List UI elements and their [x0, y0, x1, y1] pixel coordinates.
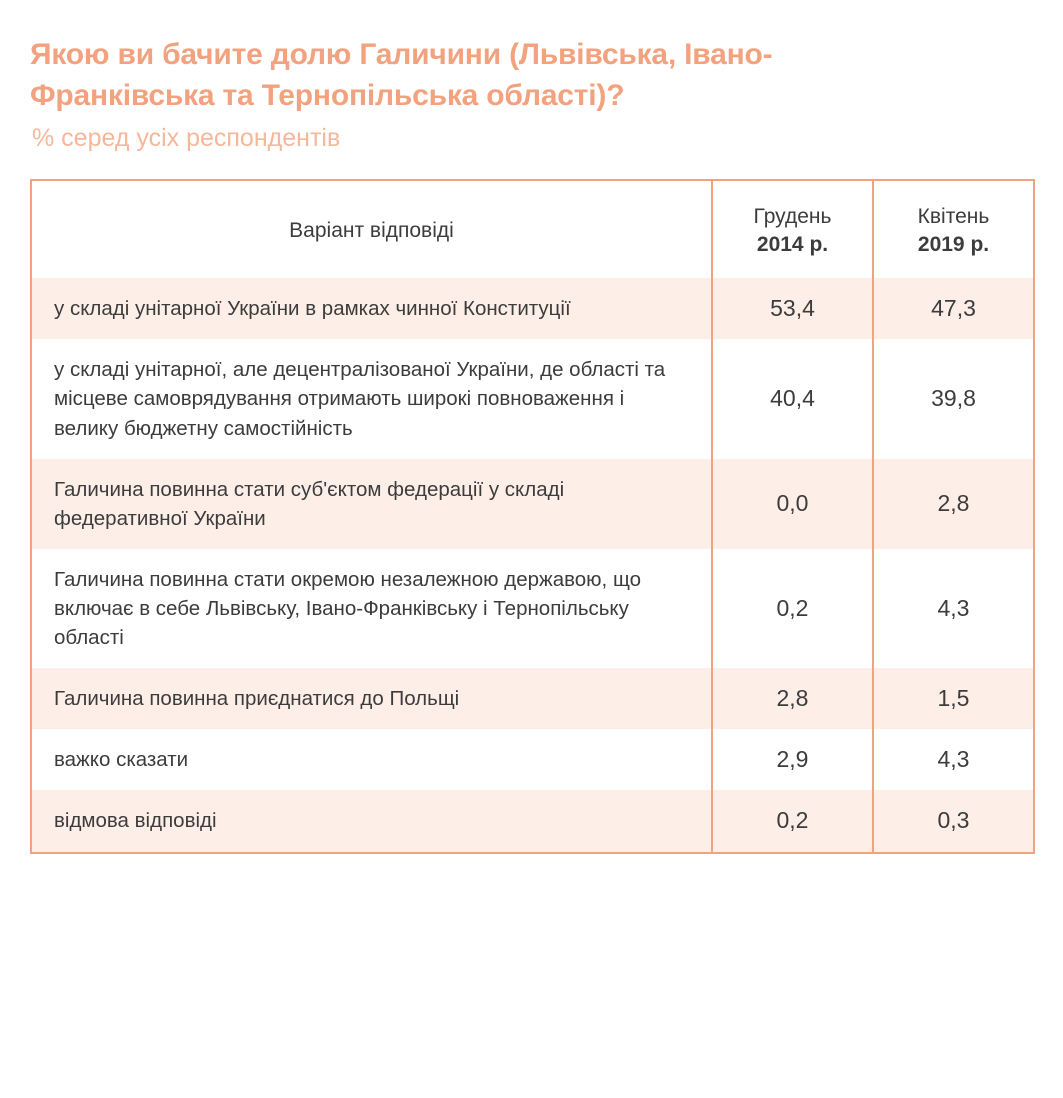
column-header-2014-year: 2014 р.: [756, 232, 829, 256]
value-2014: 0,0: [712, 459, 873, 549]
column-header-answer: Варіант відповіді: [31, 180, 712, 278]
results-table: [30, 179, 1035, 854]
value-2014: 0,2: [712, 790, 873, 852]
value-2014: 2,9: [712, 729, 873, 790]
value-2014: 53,4: [712, 278, 873, 339]
value-2014: 40,4: [712, 339, 873, 458]
table-row: [31, 459, 1034, 549]
table-header-row: [31, 180, 1034, 278]
answer-label: відмова відповіді: [31, 790, 712, 852]
page-title: Якою ви бачите долю Галичини (Львівська, Івано-Франківська та Тернопільська області)?: [30, 38, 773, 113]
table-row: [31, 339, 1034, 458]
answer-label: важко сказати: [31, 729, 712, 790]
value-2014: 2,8: [712, 668, 873, 729]
value-2019: 39,8: [873, 339, 1034, 458]
value-2019: 2,8: [873, 459, 1034, 549]
column-header-2019: [873, 180, 1034, 278]
table-row: [31, 549, 1034, 668]
page-subtitle: % серед усіх респондентів: [32, 123, 341, 152]
column-header-2014: [712, 180, 873, 278]
table-header: [31, 180, 1034, 278]
table-row: [31, 278, 1034, 339]
answer-label: Галичина повинна стати суб'єктом федерації у складі федеративної України: [31, 459, 712, 549]
column-header-2014-month: Грудень: [753, 204, 832, 228]
table-row: [31, 729, 1034, 790]
column-header-2019-year: 2019 р.: [917, 232, 990, 256]
answer-label: Галичина повинна стати окремою незалежною державою, що включає в себе Львівську, Івано-Франківську і Тернопільську області: [31, 549, 712, 668]
value-2019: 47,3: [873, 278, 1034, 339]
value-2019: 0,3: [873, 790, 1034, 852]
value-2019: 4,3: [873, 729, 1034, 790]
column-header-2019-month: Квітень: [917, 204, 990, 228]
table-row: [31, 668, 1034, 729]
table-body: [31, 278, 1034, 852]
value-2014: 0,2: [712, 549, 873, 668]
answer-label: у складі унітарної України в рамках чинної Конституції: [31, 278, 712, 339]
answer-label: у складі унітарної, але децентралізованої України, де області та місцеве самоврядування отримають широкі повноваження і велику бюджетну самостійність: [31, 339, 712, 458]
table-row: [31, 790, 1034, 852]
value-2019: 1,5: [873, 668, 1034, 729]
answer-label: Галичина повинна приєднатися до Польщі: [31, 668, 712, 729]
value-2019: 4,3: [873, 549, 1034, 668]
